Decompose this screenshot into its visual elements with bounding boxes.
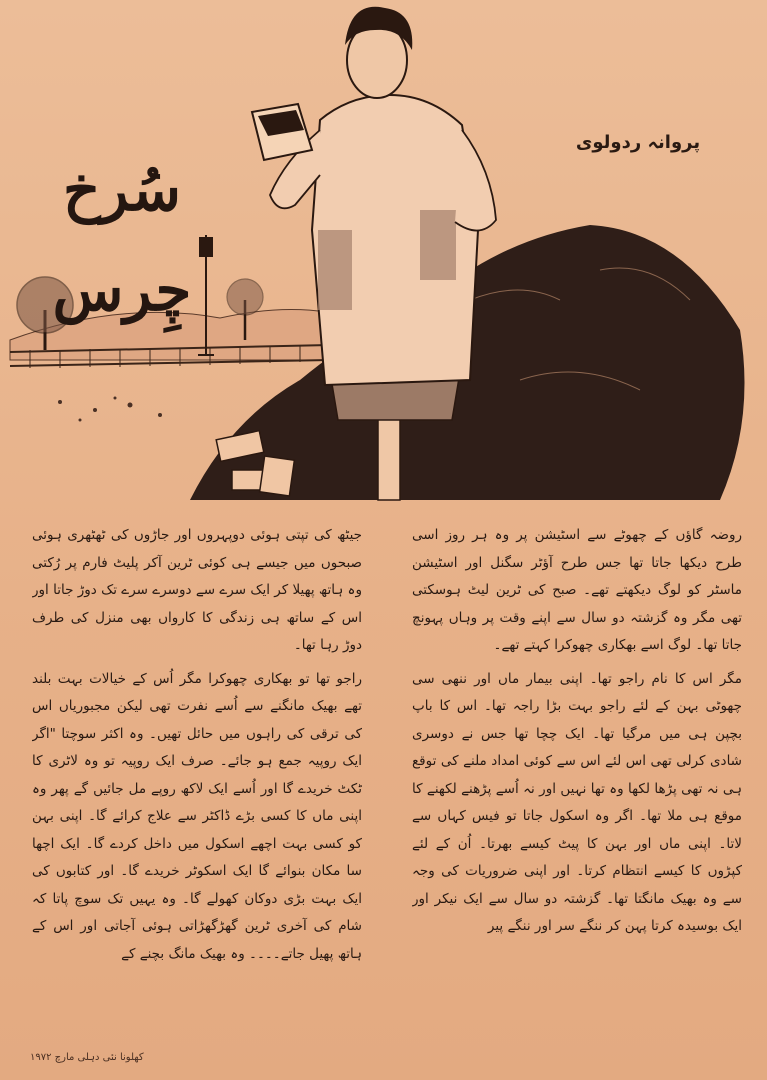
story-title: سُرخ چِرس — [52, 156, 192, 324]
paragraph: جیٹھ کی تپتی ہوئی دوپہروں اور جاڑوں کی ٹھٹھری ہوئی صبحوں میں جیسے ہی کوئی ٹرین آکر پلیٹ فارم پر رُکتی وہ ہاتھ پھیلا کر ایک سرے سے دوسرے سرے تک دوڑ جاتا اور اس کے ساتھ ہی زندگی کا کارواں بھی منزل کی طرف دوڑ رہا تھا۔ — [32, 527, 362, 653]
text-column-right — [412, 522, 742, 1027]
paragraph: راجو تھا تو بھکاری چھوکرا مگر اُس کے خیالات بہت بلند تھے بھیک مانگنے سے اُسے نفرت تھی لیکن مجبوریاں اس کی ترقی کی راہوں میں حائل تھیں۔ وہ اکثر سوچتا "اگر ایک روپیہ جمع ہو جائے۔ صرف ایک روپیہ تو وہ لاٹری کا ٹکٹ خریدے گا اور اُسے ایک لاکھ روپے مل جائیں گے پھر وہ اپنی ماں کا کسی بڑے ڈاکٹر سے علاج کرائے گا۔ اپنی بہن کو کسی بہت اچھے اسکول میں داخل کردے گا۔ ایک اچھا سا مکان بنوائے گا ایک اسکوٹر خریدے گا۔ اور کتابوں کی ایک بہت بڑی دوکان کھولے گا۔ وہ یہیں تک سوچ پاتا کہ شام کی آخری ٹرین گھڑگھڑاتی ہوئی آجاتی اور اس کے ہاتھ پھیل جاتے۔۔۔۔ وہ بھیک مانگ بچنے کے — [32, 670, 362, 962]
pebbles — [58, 397, 162, 422]
page-footer: کھلونا نئی دہلی مارچ ۱۹۷۲ — [30, 1052, 144, 1063]
text-column-left — [32, 522, 362, 1027]
paragraph: روضہ گاؤں کے چھوٹے سے اسٹیشن پر وہ ہر روز اسی طرح دیکھا جاتا تھا جس طرح آؤٹر سگنل اور اسٹیشن ماسٹر کو لوگ دیکھتے تھے۔ صبح کی ٹرین لیٹ ہوسکتی تھی مگر وہ گزشتہ دو سال سے اپنے وقت پر وہاں پہونچ جاتا تھا۔ لوگ اسے بھکاری چھوکرا کہتے تھے۔ — [412, 527, 742, 653]
paragraph: مگر اس کا نام راجو تھا۔ اپنی بیمار ماں اور ننھی سی چھوٹی بہن کے لئے راجو بہت بڑا راجہ تھا۔ اس کا باپ بچپن ہی میں مرگیا تھا۔ ایک چچا تھا جس نے دوسری شادی کرلی تھی اس لئے اس سے کوئی امداد ملنے کی توقع ہی نہ تھی پڑھا لکھا وہ تھا نہیں اور نہ اُسے پڑھنے لکھنے کا موقع ہی ملا تھا۔ اگر وہ اسکول جاتا تو فیس کہاں سے لاتا۔ اپنی ماں اور بہن کا پیٹ کیسے بھرتا۔ اُن کے لئے کپڑوں کا کیسے انتظام کرتا۔ اور اپنی ضروریات کی وجہ سے وہ بھیک مانگتا تھا۔ گزشتہ دو سال سے ایک نیکر اور ایک بوسیدہ کرتا پہن کر ننگے سر اور ننگے پیر — [412, 670, 742, 934]
author-name: پروانہ ردولوی — [575, 132, 701, 153]
